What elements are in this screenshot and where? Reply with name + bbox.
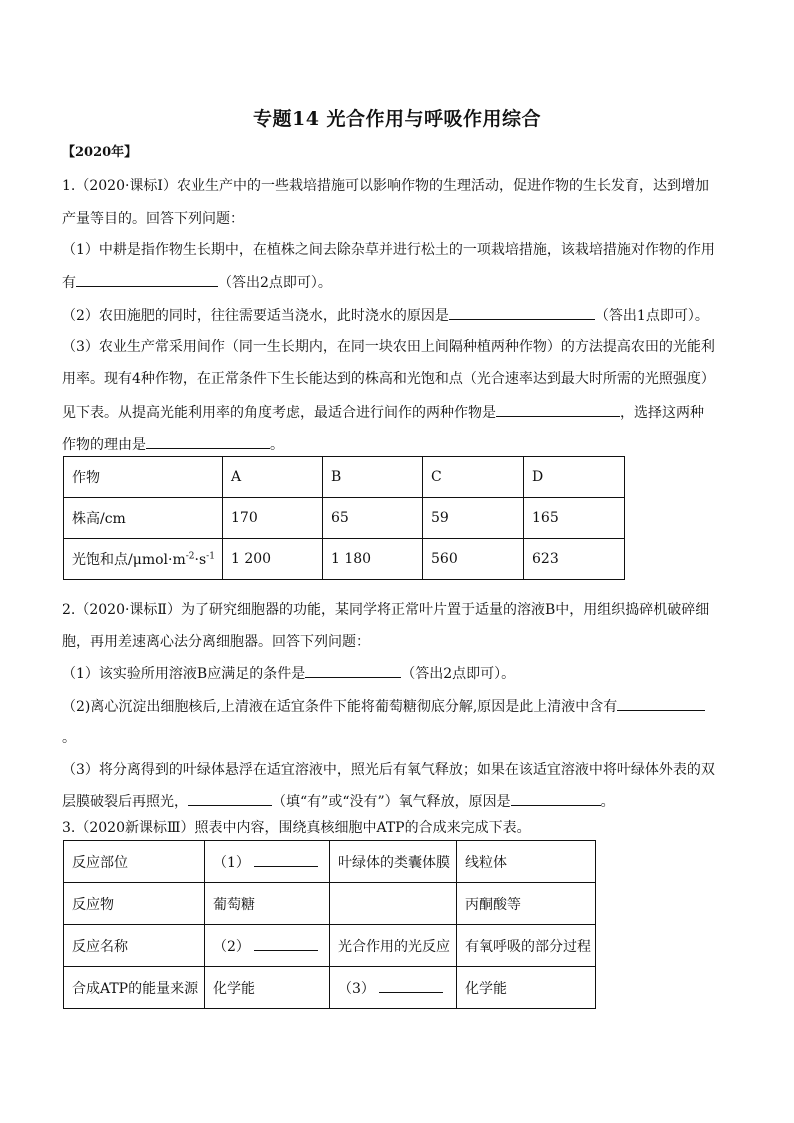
q1-part2-prefix: （2）农田施肥的同时，往往需要适当浇水，此时浇水的原因是 — [62, 308, 449, 324]
crop-table — [63, 456, 625, 580]
q1-part3-suffix: ，选择这两种 — [620, 405, 704, 421]
table-cell: 623 — [524, 539, 625, 580]
q1-answer-blank-2[interactable] — [449, 305, 595, 320]
q1-part3-line-3 — [62, 402, 734, 423]
q1-part1-suffix: （答出2点即可）。 — [218, 275, 332, 291]
table-cell: 合成ATP的能量来源 — [64, 967, 205, 1009]
table-cell: A — [223, 457, 323, 498]
q2-part3-suffix: 。 — [600, 794, 615, 810]
table-cell — [330, 883, 457, 925]
atp-table — [63, 840, 596, 1009]
q2-part2-line — [62, 696, 734, 717]
q1-stem-line-2: 产量等目的。回答下列问题： — [62, 211, 244, 227]
q1-part1-line-2 — [62, 272, 734, 293]
table-cell: 丙酮酸等 — [457, 883, 596, 925]
blank-number: （1） — [213, 854, 250, 871]
table-cell: 反应物 — [64, 883, 205, 925]
table-cell: 化学能 — [205, 967, 330, 1009]
blank-number: （3） — [338, 980, 375, 997]
table-cell — [205, 841, 330, 883]
q2-stem-line-2: 胞，再用差速离心法分离细胞器。回答下列问题： — [62, 634, 370, 650]
q2-part2-prefix: （2)离心沉淀出细胞核后,上清液在适宜条件下能将葡萄糖彻底分解,原因是此上清液中含有 — [62, 699, 618, 715]
q1-part1-line-1: （1）中耕是指作物生长期中，在植株之间去除杂草并进行松土的一项栽培措施，该栽培措施对作物的作用 — [62, 242, 715, 258]
q1-answer-blank-4[interactable] — [146, 434, 270, 449]
superscript: -1 — [206, 551, 215, 562]
q2-answer-blank-3[interactable] — [188, 791, 272, 806]
q3-answer-blank-2[interactable] — [254, 936, 318, 951]
table-row — [64, 841, 596, 883]
q2-part3-line-2 — [62, 791, 734, 812]
q1-part1-prefix: 有 — [62, 275, 76, 291]
table-cell: 反应名称 — [64, 925, 205, 967]
table-cell: 1 180 — [323, 539, 423, 580]
q2-answer-blank-4[interactable] — [511, 791, 601, 806]
q1-stem-line-1: 1.（2020·课标Ⅰ）农业生产中的一些栽培措施可以影响作物的生理活动，促进作物的生长发育，达到增加 — [62, 178, 709, 194]
table-cell: C — [423, 457, 524, 498]
table-row — [64, 925, 596, 967]
q3-answer-blank-3[interactable] — [379, 978, 443, 993]
table-cell: 株高/cm — [64, 498, 223, 539]
table-cell: 165 — [524, 498, 625, 539]
row-label: 光饱和点/μmol·m — [72, 552, 186, 568]
q2-answer-blank-1[interactable] — [305, 663, 401, 678]
q1-part3-line-2: 用率。现有4种作物，在正常条件下生长能达到的株高和光饱和点（光合速率达到最大时所需的光照强度） — [62, 371, 715, 387]
table-cell: 65 — [323, 498, 423, 539]
table-cell: D — [524, 457, 625, 498]
table-cell: 线粒体 — [457, 841, 596, 883]
table-cell: 叶绿体的类囊体膜 — [330, 841, 457, 883]
q2-answer-blank-2[interactable] — [617, 696, 705, 711]
q1-answer-blank-1[interactable] — [76, 272, 218, 287]
q1-part2-suffix: （答出1点即可）。 — [594, 308, 709, 324]
q2-part1-suffix: （答出2点即可）。 — [401, 666, 516, 682]
table-cell: 560 — [423, 539, 524, 580]
q1-part3-prefix: 见下表。从提高光能利用率的角度考虑，最适合进行间作的两种作物是 — [62, 405, 496, 421]
page-title: 专题14 光合作用与呼吸作用综合 — [252, 108, 542, 130]
table-cell: 化学能 — [457, 967, 596, 1009]
table-row — [64, 539, 625, 580]
q1-answer-blank-3[interactable] — [496, 402, 620, 417]
table-row — [64, 498, 625, 539]
table-cell: 葡萄糖 — [205, 883, 330, 925]
q2-part3-prefix: 层膜破裂后再照光， — [62, 794, 188, 810]
q1-part3-reason-suffix: 。 — [270, 437, 284, 453]
q1-part3-line-1: （3）农业生产常采用间作（同一生长期内，在同一块农田上间隔种植两种作物）的方法提高农田的光能利 — [62, 339, 715, 355]
q1-part3-reason-prefix: 作物的理由是 — [62, 437, 146, 453]
table-cell: 反应部位 — [64, 841, 205, 883]
table-cell: 有氧呼吸的部分过程 — [457, 925, 596, 967]
table-cell — [205, 925, 330, 967]
table-row — [64, 883, 596, 925]
table-cell — [330, 967, 457, 1009]
table-row — [64, 967, 596, 1009]
table-cell: 光合作用的光反应 — [330, 925, 457, 967]
q2-part3-line-1: （3）将分离得到的叶绿体悬浮在适宜溶液中，照光后有氧气释放；如果在该适宜溶液中将叶绿体外表的双 — [62, 762, 715, 778]
blank-number: （2） — [213, 938, 250, 955]
q2-part1-line — [62, 663, 734, 684]
row-label-unit: ·s — [194, 552, 207, 568]
q2-part3-mid: （填“有”或“没有”）氧气释放，原因是 — [272, 794, 511, 810]
table-cell — [64, 539, 223, 580]
table-cell: 作物 — [64, 457, 223, 498]
q1-part3-line-4 — [62, 434, 734, 455]
q2-part2-tail: 。 — [62, 730, 76, 746]
table-cell: B — [323, 457, 423, 498]
table-cell: 170 — [223, 498, 323, 539]
q3-stem-line: 3.（2020新课标Ⅲ）照表中内容，围绕真核细胞中ATP的合成来完成下表。 — [62, 820, 531, 836]
superscript: -2 — [185, 551, 195, 562]
table-cell: 1 200 — [223, 539, 323, 580]
q1-part2-line — [62, 305, 734, 326]
q2-part1-prefix: （1）该实验所用溶液B应满足的条件是 — [62, 666, 306, 682]
q3-answer-blank-1[interactable] — [254, 852, 318, 867]
table-row — [64, 457, 625, 498]
q2-stem-line-1: 2.（2020·课标Ⅱ）为了研究细胞器的功能，某同学将正常叶片置于适量的溶液B中，用组织捣碎机破碎细 — [62, 602, 710, 618]
year-label: 【2020年】 — [62, 145, 138, 160]
table-cell: 59 — [423, 498, 524, 539]
